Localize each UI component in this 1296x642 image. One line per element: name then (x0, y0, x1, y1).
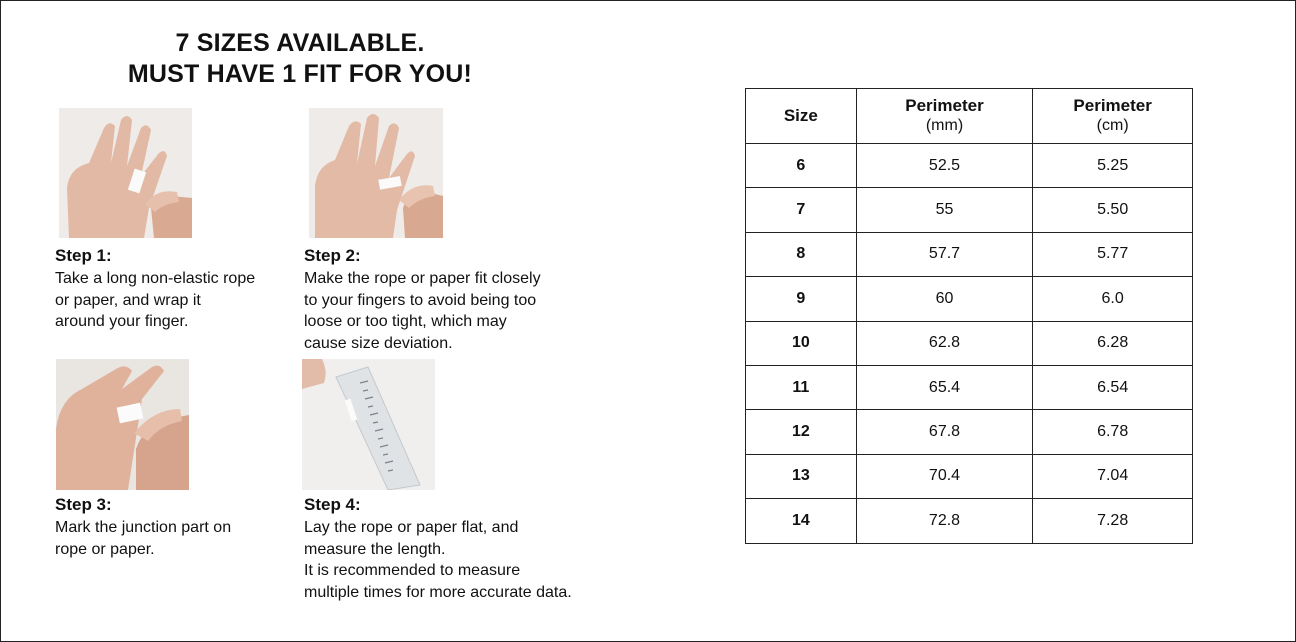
perimeter-cm-cell: 6.54 (1033, 365, 1193, 409)
perimeter-mm-cell: 52.5 (856, 144, 1033, 188)
table-row (746, 144, 1193, 188)
size-cell: 10 (746, 321, 857, 365)
size-cell: 8 (746, 232, 857, 276)
step-4-line: Lay the rope or paper flat, and (304, 519, 519, 536)
perimeter-cm-cell: 5.50 (1033, 188, 1193, 232)
step-1-photo (59, 108, 192, 238)
size-cell: 12 (746, 410, 857, 454)
step-4-line: measure the length. (304, 540, 446, 558)
size-cell: 7 (746, 188, 857, 232)
step-2-line: loose or too tight, which may (304, 313, 507, 330)
table-header-row (746, 89, 1193, 144)
page-headline (60, 28, 540, 90)
step-2-line: to your fingers to avoid being too (304, 291, 537, 309)
step-1-title: Step 1: (55, 246, 112, 265)
size-chart-table (745, 88, 1193, 544)
size-cell: 13 (746, 454, 857, 498)
size-cell: 14 (746, 499, 857, 543)
perimeter-cm-cell: 5.25 (1033, 144, 1193, 188)
size-cell: 9 (746, 277, 857, 321)
table-row (746, 454, 1193, 498)
table-row (746, 232, 1193, 276)
step-4-photo (302, 359, 435, 490)
step-2-line: Make the rope or paper fit closely (304, 270, 541, 287)
header-perimeter-mm (856, 89, 1033, 144)
perimeter-mm-cell: 65.4 (856, 365, 1033, 409)
step-4-line: multiple times for more accurate data. (304, 583, 572, 601)
table-row (746, 321, 1193, 365)
step-1-line: Take a long non-elastic rope (55, 270, 256, 287)
perimeter-mm-cell: 72.8 (856, 499, 1033, 543)
header-size-label: Size (783, 106, 818, 125)
header-perimeter-cm (1033, 89, 1193, 144)
table-row (746, 188, 1193, 232)
step-4-line: It is recommended to measure (304, 562, 521, 579)
perimeter-mm-cell: 62.8 (856, 321, 1033, 365)
step-3-title: Step 3: (55, 495, 112, 514)
table-row (746, 499, 1193, 543)
size-cell: 11 (746, 365, 857, 409)
perimeter-cm-cell: 6.0 (1033, 277, 1193, 321)
perimeter-cm-cell: 7.28 (1033, 499, 1193, 543)
perimeter-cm-cell: 7.04 (1033, 454, 1193, 498)
step-2-title: Step 2: (304, 246, 361, 265)
table-row (746, 277, 1193, 321)
step-4-title: Step 4: (304, 495, 361, 514)
header-mm-unit: (mm) (925, 117, 964, 134)
step-2-line: cause size deviation. (304, 334, 453, 352)
table-row (746, 365, 1193, 409)
header-size (746, 89, 857, 144)
perimeter-mm-cell: 55 (856, 188, 1033, 232)
size-cell: 6 (746, 144, 857, 188)
header-cm-unit: (cm) (1096, 117, 1129, 134)
table-row (746, 410, 1193, 454)
step-1-line: around your finger. (55, 313, 189, 330)
header-perimeter-mm-title: Perimeter (905, 96, 984, 115)
perimeter-mm-cell: 57.7 (856, 232, 1033, 276)
step-3-photo (56, 359, 189, 490)
step-3-line: rope or paper. (55, 540, 155, 558)
perimeter-cm-cell: 6.28 (1033, 321, 1193, 365)
perimeter-cm-cell: 5.77 (1033, 232, 1193, 276)
perimeter-cm-cell: 6.78 (1033, 410, 1193, 454)
step-4-text (304, 517, 604, 603)
headline-line-1: 7 SIZES AVAILABLE. (175, 29, 425, 57)
step-3-line: Mark the junction part on (55, 519, 232, 536)
header-perimeter-cm-title: Perimeter (1073, 96, 1152, 115)
step-1-line: or paper, and wrap it (55, 291, 201, 309)
perimeter-mm-cell: 67.8 (856, 410, 1033, 454)
headline-line-2: MUST HAVE 1 FIT FOR YOU! (127, 60, 473, 88)
step-2-photo (309, 108, 443, 238)
perimeter-mm-cell: 60 (856, 277, 1033, 321)
step-2-text (304, 268, 604, 354)
perimeter-mm-cell: 70.4 (856, 454, 1033, 498)
